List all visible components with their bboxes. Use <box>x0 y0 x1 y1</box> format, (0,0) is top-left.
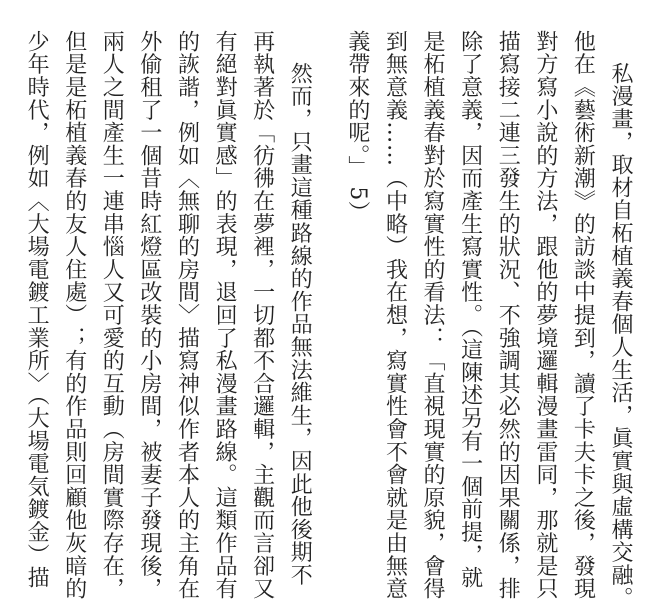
text-line: 的詼諧，例如〈無聊的房間〉描寫神似作者本人的主角在 <box>174 30 200 600</box>
text-line: 對方寫小說的方法，跟他的夢境邏輯漫畫雷同，那就是只 <box>532 30 558 600</box>
text-line: 有絕對眞實感」的表現，退回了私漫畫路線。這類作品有 <box>212 30 238 600</box>
text-line: 然而，只畫這種路線的作品無法維生，因此他後期不 <box>287 62 313 587</box>
text-line: 但是是柘植義春的友人住處）；有的作品則回顧他灰暗的 <box>61 30 87 600</box>
text-line: 少年時代，例如〈大場電鍍工業所〉（大場電気鍍金）描 <box>24 30 50 589</box>
text-line: 兩人之間產生一連串惱人又可愛的互動（房間實際存在， <box>99 30 125 600</box>
paragraph-2 <box>18 30 319 600</box>
text-line: 再執著於「彷彿在夢裡，一切都不合邏輯，主觀而言卻又 <box>249 30 275 600</box>
text-line: 私漫畫，取材自柘植義春個人生活，眞實與虛構交融。 <box>608 62 633 609</box>
text-line: 描寫接二連三發生的狀況、不強調其必然的因果關係，排 <box>495 30 521 600</box>
text-line: 是柘植義春對於寫實性的看法：「直視現實的原貌，會得 <box>420 30 446 600</box>
vertical-text-page <box>18 30 640 609</box>
text-line: 義帶來的呢。」 5） <box>344 30 370 224</box>
paragraph-1 <box>338 30 639 609</box>
text-line: 他在《藝術新潮》的訪談中提到，讀了卡夫卡之後，發現 <box>570 30 596 600</box>
text-line: 除了意義，因而產生寫實性。（這陳述另有一個前提，就 <box>457 30 483 589</box>
text-line: 外偷租了一個昔時紅燈區改裝的小房間，被妻子發現後， <box>136 30 162 600</box>
text-line: 到無意義……（中略）我在想，寫實性會不會就是由無意 <box>382 30 408 600</box>
